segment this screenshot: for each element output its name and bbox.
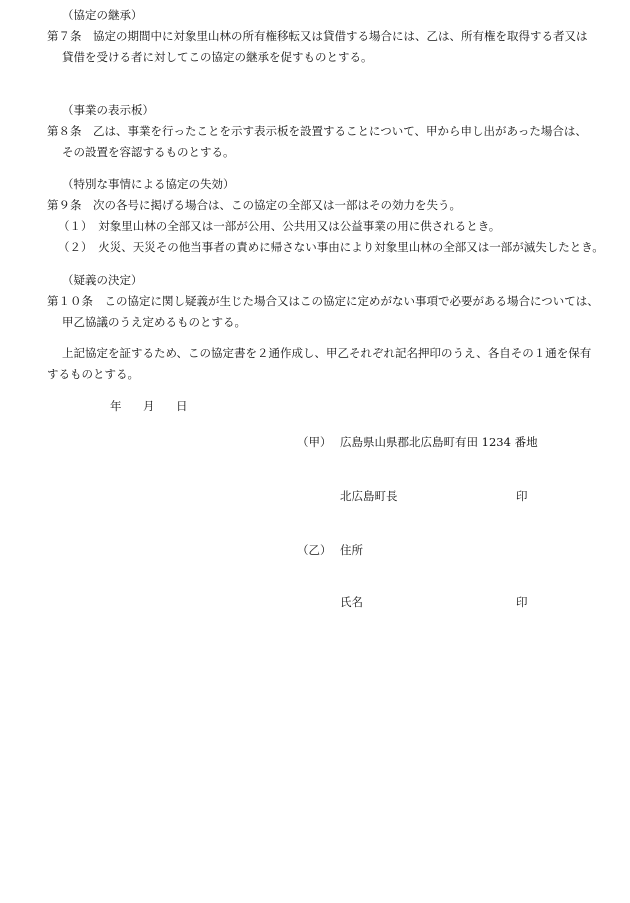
article-9-line-1: 第９条 次の各号に掲げる場合は、この協定の全部又は一部はその効力を失う。: [47, 198, 461, 212]
article-10-heading: （疑義の決定）: [62, 273, 143, 287]
party-a-address: 広島県山県郡北広島町有田 1234 番地: [340, 435, 538, 449]
article-7-line-2: 貸借を受ける者に対してこの協定の継承を促すものとする。: [62, 50, 373, 64]
date-year: 年: [110, 399, 122, 413]
date-day: 日: [176, 399, 188, 413]
article-8-heading: （事業の表示板）: [62, 103, 154, 117]
article-8-line-1: 第８条 乙は、事業を行ったことを示す表示板を設置することについて、甲から申し出があった場合は、: [47, 124, 587, 138]
party-b-label: （乙）: [297, 543, 332, 557]
date-month: 月: [143, 399, 155, 413]
party-b-seal: 印: [516, 595, 528, 609]
article-9-item-1: （１） 対象里山林の全部又は一部が公用、公共用又は公益事業の用に供されるとき。: [58, 219, 501, 233]
party-b-name-label: 氏名: [340, 595, 363, 609]
party-a-title: 北広島町長: [340, 489, 398, 503]
article-10-line-1: 第１０条 この協定に関し疑義が生じた場合又はこの協定に定めがない事項で必要がある場合については、: [47, 294, 599, 308]
closing-line-1: 上記協定を証するため、この協定書を２通作成し、甲乙それぞれ記名押印のうえ、各自その１通を保有: [62, 346, 592, 360]
article-7-heading: （協定の継承）: [62, 8, 143, 22]
closing-line-2: するものとする。: [47, 367, 139, 381]
article-10-line-2: 甲乙協議のうえ定めるものとする。: [62, 315, 246, 329]
party-b-address-label: 住所: [340, 543, 363, 557]
party-a-label: （甲）: [297, 435, 332, 449]
article-9-item-2: （２） 火災、天災その他当事者の責めに帰さない事由により対象里山林の全部又は一部が滅失したとき。: [58, 240, 604, 254]
article-7-line-1: 第７条 協定の期間中に対象里山林の所有権移転又は貸借する場合には、乙は、所有権を取得する者又は: [47, 29, 588, 43]
party-a-seal: 印: [516, 489, 528, 503]
article-8-line-2: その設置を容認するものとする。: [62, 145, 235, 159]
article-9-heading: （特別な事情による協定の失効）: [62, 177, 235, 191]
